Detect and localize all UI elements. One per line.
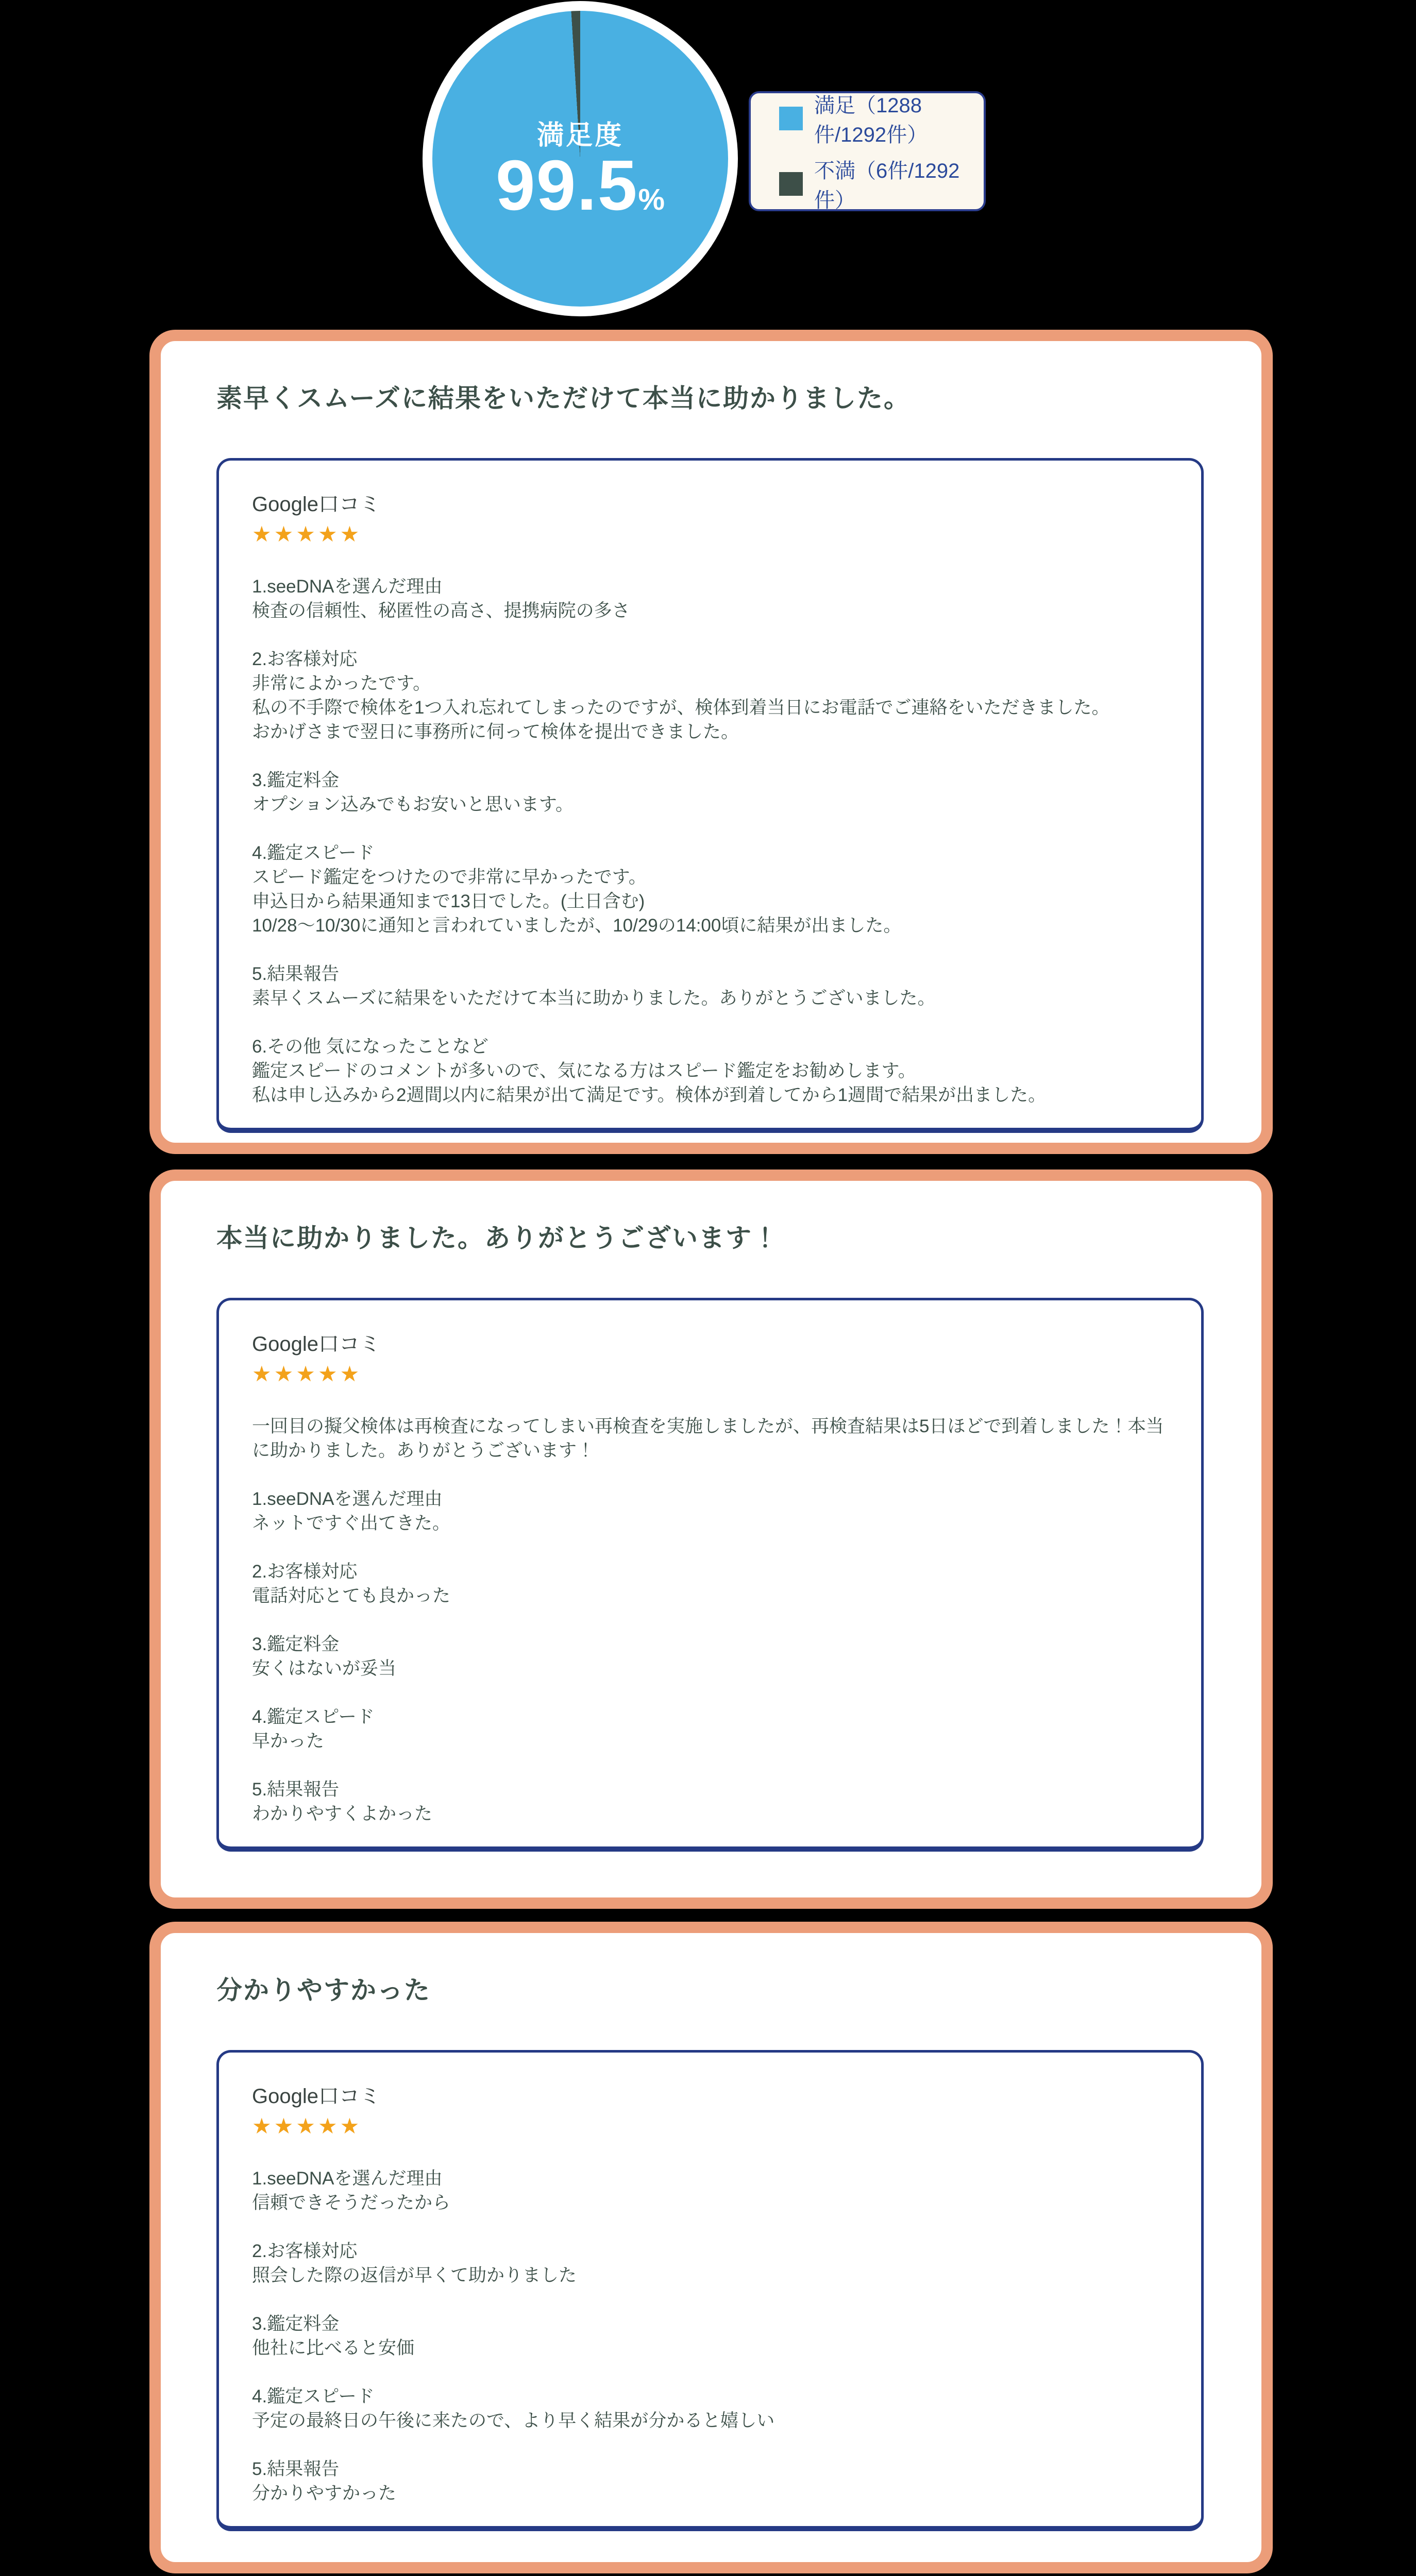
review-title: 素早くスムーズに結果をいただけて本当に助かりました。	[216, 384, 911, 413]
review-paragraph	[252, 1487, 1170, 1535]
review-line: 4.鑑定スピード	[252, 1707, 375, 1727]
pie-center-text	[423, 1, 738, 316]
review-line: 3.鑑定料金	[252, 2314, 340, 2334]
review-line: 素早くスムーズに結果をいただけて本当に助かりました。ありがとうございました。	[252, 988, 936, 1008]
review-paragraph	[252, 1705, 1170, 1753]
review-quote-box	[216, 1298, 1204, 1852]
review-line: 分かりやすかった	[252, 2483, 397, 2503]
legend-item-satisfied	[779, 89, 984, 148]
review-line: ネットですぐ出てきた。	[252, 1513, 451, 1533]
review-line: 予定の最終日の午後に来たので、より早く結果が分かると嬉しい	[252, 2411, 775, 2431]
review-source-label: Google口コミ	[252, 493, 380, 516]
review-card	[149, 1170, 1273, 1909]
review-paragraph	[252, 2166, 1170, 2215]
review-paragraph	[252, 2312, 1170, 2360]
review-paragraph	[252, 768, 1170, 817]
review-line: 5.結果報告	[252, 1780, 340, 1800]
review-line: 10/28〜10/30に通知と言われていましたが、10/29の14:00頃に結果が出ました。	[252, 916, 902, 936]
legend-label-unsatisfied: 不満（6件/1292件）	[814, 160, 960, 212]
review-line: 安くはないが妥当	[252, 1658, 397, 1679]
review-line: 私の不手際で検体を1つ入れ忘れてしまったのですが、検体到着当日にお電話でご連絡をいただきました。	[252, 698, 1110, 718]
review-body	[252, 574, 1170, 1107]
review-quote-box	[216, 2050, 1204, 2531]
review-line: 1.seeDNAを選んだ理由	[252, 2168, 443, 2189]
review-line: 3.鑑定料金	[252, 1634, 340, 1654]
review-line: 鑑定スピードのコメントが多いので、気になる方はスピード鑑定をお勧めします。	[252, 1061, 916, 1081]
review-paragraph	[252, 2239, 1170, 2287]
review-paragraph	[252, 1560, 1170, 1608]
review-title: 本当に助かりました。ありがとうございます！	[216, 1224, 779, 1252]
legend-label-satisfied: 満足（1288件/1292件）	[814, 94, 928, 146]
review-line: 3.鑑定料金	[252, 770, 340, 790]
review-paragraph	[252, 2384, 1170, 2433]
five-star-rating: ★★★★★	[252, 522, 362, 546]
review-line: 5.結果報告	[252, 964, 340, 984]
satisfaction-pie-chart	[423, 1, 738, 316]
review-line: 4.鑑定スピード	[252, 843, 375, 863]
review-line: 私は申し込みから2週間以内に結果が出て満足です。検体が到着してから1週間で結果が出ました。	[252, 1085, 1047, 1105]
review-card	[149, 330, 1273, 1154]
review-paragraph	[252, 962, 1170, 1010]
review-line: 2.お客様対応	[252, 1562, 358, 1582]
review-paragraph	[252, 1777, 1170, 1826]
review-paragraph	[252, 647, 1170, 744]
review-line: 5.結果報告	[252, 2459, 340, 2479]
review-line: 2.お客様対応	[252, 649, 358, 669]
review-line: 1.seeDNAを選んだ理由	[252, 1489, 443, 1509]
review-line: 電話対応とても良かった	[252, 1586, 451, 1606]
five-star-rating: ★★★★★	[252, 2114, 362, 2138]
pie-title: 満足度	[536, 121, 623, 150]
review-line: 信頼できそうだったから	[252, 2193, 451, 2213]
review-paragraph	[252, 1035, 1170, 1107]
review-body	[252, 1414, 1170, 1826]
review-line: 1.seeDNAを選んだ理由	[252, 577, 443, 597]
pie-value-row	[496, 147, 665, 225]
review-line: 4.鑑定スピード	[252, 2386, 375, 2406]
review-line: 2.お客様対応	[252, 2241, 358, 2261]
review-body	[252, 2166, 1170, 2505]
review-line: 早かった	[252, 1731, 325, 1751]
review-line: おかげさまで翌日に事務所に伺って検体を提出できました。	[252, 722, 739, 742]
chart-legend	[749, 91, 986, 211]
review-source-label: Google口コミ	[252, 1333, 380, 1355]
satisfied-swatch-icon	[779, 107, 803, 130]
review-paragraph	[252, 2457, 1170, 2505]
review-quote-box	[216, 458, 1204, 1133]
legend-item-unsatisfied	[779, 155, 984, 213]
review-line: 非常によかったです。	[252, 673, 431, 693]
review-paragraph	[252, 1414, 1170, 1463]
review-line: 一回目の擬父検体は再検査になってしまい再検査を実施しましたが、再検査結果は5日ほどで到着しました！本当に助かりました。ありがとうございます！	[252, 1416, 1164, 1461]
review-line: 他社に比べると安価	[252, 2338, 415, 2358]
review-line: 6.その他 気になったことなど	[252, 1037, 488, 1057]
review-paragraph	[252, 841, 1170, 938]
review-line: 照会した際の返信が早くて助かりました	[252, 2265, 577, 2285]
review-paragraph	[252, 574, 1170, 623]
review-line: 申込日から結果通知まで13日でした。(土日含む)	[252, 891, 645, 911]
review-paragraph	[252, 1632, 1170, 1681]
pie-percent-sign: %	[638, 183, 665, 216]
review-line: スピード鑑定をつけたので非常に早かったです。	[252, 867, 647, 887]
five-star-rating: ★★★★★	[252, 1362, 362, 1386]
review-line: 検査の信頼性、秘匿性の高さ、提携病院の多さ	[252, 601, 630, 621]
review-card	[149, 1922, 1273, 2573]
review-title: 分かりやすかった	[216, 1976, 431, 2005]
review-line: オプション込みでもお安いと思います。	[252, 794, 574, 815]
review-line: わかりやすくよかった	[252, 1804, 433, 1824]
pie-value: 99.5	[495, 146, 638, 225]
review-source-label: Google口コミ	[252, 2085, 380, 2108]
unsatisfied-swatch-icon	[779, 172, 803, 196]
